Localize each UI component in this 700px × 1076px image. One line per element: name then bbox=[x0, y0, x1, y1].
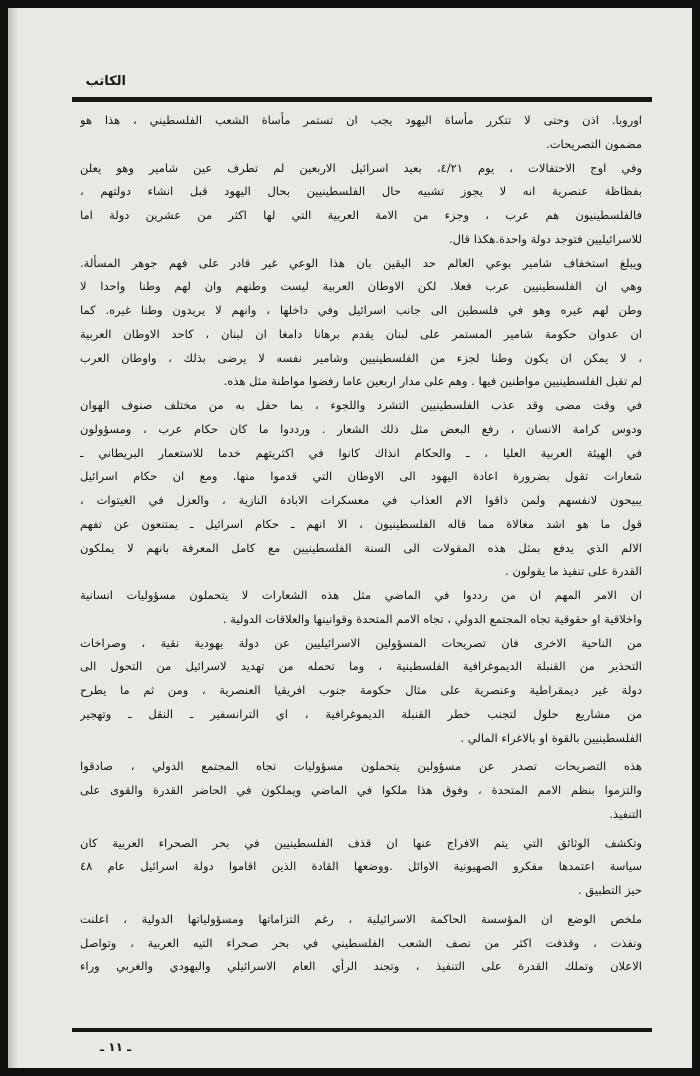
text-line: قول ما هو اشد مغالاة مما قاله الفلسطينيون ، الا انهم ـ حكام اسرائيل ـ يمتنعون عن تفهم bbox=[80, 516, 642, 531]
text-line: دولة غير ديمقراطية وعنصرية على مثال حكومة جنوب افريقيا العنصرية ، ومن ثم ما يطرح bbox=[80, 683, 642, 697]
text-line: التنفيذ. bbox=[609, 806, 642, 821]
text-line: من مشاريع حلول لتجنب خطر القنبلة الديموغرافية ، اي الترانسفير ـ النقل ـ وتهجير bbox=[80, 706, 642, 721]
text-line: في الهيئة العربية العليا ، ـ والحكام انذاك كانوا في اكثريتهم خدما للاستعمار البريطاني ـ bbox=[80, 445, 642, 460]
text-line: للاسرائيليين فتوجد دولة واحدة.هكذا قال. bbox=[449, 231, 642, 246]
header-rule bbox=[72, 97, 652, 102]
text-line: ويبلغ استخفاف شامير بوعي العالم حد اليقين بان هذا الوعي غير قادر على فهم جوهر المسألة. bbox=[80, 255, 642, 270]
scan-edge-shadow bbox=[8, 8, 18, 1068]
article-body bbox=[80, 109, 642, 979]
text-line: مضمون التصريحات. bbox=[546, 136, 642, 151]
text-line: لم تقبل الفلسطينيين مواطنين فيها . وهم على مدار اربعين عاما رفضوا مواطنة مثل هذه. bbox=[223, 374, 642, 389]
text-line: فالفلسطينيون هم عرب ، وجزء من الامة العربية التي لها اكثر من عشرين دولة اما bbox=[80, 208, 642, 222]
text-line: حيز التطبيق . bbox=[577, 883, 642, 897]
text-line: واخلاقية او حقوقية تجاه المجتمع الدولي ، تجاه الامم المتحدة وقوانينها والعلاقات الدولية . bbox=[222, 611, 642, 626]
text-line: ملخص الوضع ان المؤسسة الحاكمة الاسرائيلية ، رغم التزاماتها ومسؤولياتها الدولية ، اعلنت bbox=[80, 911, 642, 926]
text-line: ، لا يمكن ان يكون وطنا لجزء من الفلسطينيين وشامير نفسه لا يرضى بذلك ، واوطان العرب bbox=[80, 350, 642, 365]
text-line: من الناحية الاخرى فان تصريحات المسؤولين الاسرائيليين عن دولة يهودية نقية ، وصراخات bbox=[80, 635, 642, 650]
text-line: الاعلان وتملك القدرة على التنفيذ ، وتجند الرأي العام الاسرائيلي واليهودي والغربي وراء bbox=[80, 959, 642, 974]
text-line: ان عدوان حكومة شامير المستمر على لبنان يقدم برهانا دامغا ان لبنان ، كاحد الاوطان العربية bbox=[80, 326, 642, 341]
text-line: اوروبا. اذن وحتى لا تتكرر مأساة اليهود يجب ان تستمر مأساة الشعب الفلسطيني ، هذا هو bbox=[80, 113, 642, 127]
text-line: ونفذت ، وقذفت اكثر من نصف الشعب الفلسطيني في بحر صحراء التيه العربية ، وتواصل bbox=[80, 935, 642, 950]
text-line: سياسة اعتمدها مفكرو الصهيونية الاوائل .ووضعها القادة الذين اقاموا دولة اسرائيل عام ٤٨ bbox=[80, 859, 642, 874]
text-line: والتزموا بنظم الامم المتحدة ، وفوق هذا ملكوا في الماضي ويملكون في الحاضر القدرة والقوى على bbox=[80, 783, 642, 797]
text-line: ودوس كرامة الانسان ، رفع البعض مثل ذلك الشعار . ورددوا ما كان حكام عرب ، ومسؤولون bbox=[80, 421, 642, 436]
text-line: ان الامر المهم ان من رددوا في الماضي مثل هذه الشعارات لا يتحملون مسؤوليات انسانية bbox=[80, 588, 642, 602]
text-line: يبيحون لانفسهم ولمن ذاقوا الام العذاب في معسكرات الابادة النازية ، والعزل في الغيتوات ، bbox=[80, 493, 642, 507]
scanned-page bbox=[8, 8, 692, 1068]
text-line: التحذير من القنبلة الديموغرافية الفلسطينية ، وما تحمله من تهديد لاسرائيل من التحول الى bbox=[80, 659, 642, 674]
running-header: الكاتب bbox=[85, 74, 126, 89]
text-line: شعارات تقول بضرورة اعادة اليهود الى الاوطان التي قدموا منها. ومع ان حكام اسرائيل bbox=[80, 469, 642, 484]
text-line: وتكشف الوثائق التي يتم الافراج عنها ان قذف الفلسطينيين في بحر الصحراء العربية كان bbox=[80, 835, 642, 850]
page-number: ـ ١١ ـ bbox=[100, 1040, 132, 1054]
text-line: بفظاظة عنصرية انه لا يجوز تشبيه حال الفلسطينيين بحال اليهود قبل انشاء دولتهم ، bbox=[80, 184, 642, 199]
text-line: وطن لهم غيره وهو في فلسطين الى جانب اسرائيل وفي داخلها ، وانهم لا يريدون وطنا غيره. كما bbox=[80, 303, 642, 317]
text-line: في وقت مضى وقد عذب الفلسطينيين التشرد واللجوء ، بما حفل به من مختلف صنوف الهوان bbox=[80, 398, 642, 412]
footer-rule bbox=[72, 1028, 652, 1032]
text-line: الالم الذي يدفع بمثل هذه المقولات الى السنة الفلسطينيين مع كامل المعرفة بانهم لا يملكون bbox=[80, 540, 642, 555]
text-line: وفي اوج الاحتفالات ، يوم ٤/٢١، بعيد اسرائيل الاربعين لم تطرف عين شامير وهو يعلن bbox=[80, 160, 642, 175]
text-line: هذه التصريحات تصدر عن مسؤولين يتحملون مسؤوليات تجاه المجتمع الدولي ، صادقوا bbox=[80, 759, 642, 774]
text-line: القدرة على تنفيذ ما يقولون . bbox=[505, 564, 642, 579]
text-line: الفلسطينيين بالقوة او بالاغراء المالي . bbox=[460, 730, 642, 745]
text-line: وهي ان الفلسطينيين عرب فعلا. لكن الاوطان العربية ليست وطنهم وان لهم وطنا واحدا لا bbox=[80, 279, 642, 294]
